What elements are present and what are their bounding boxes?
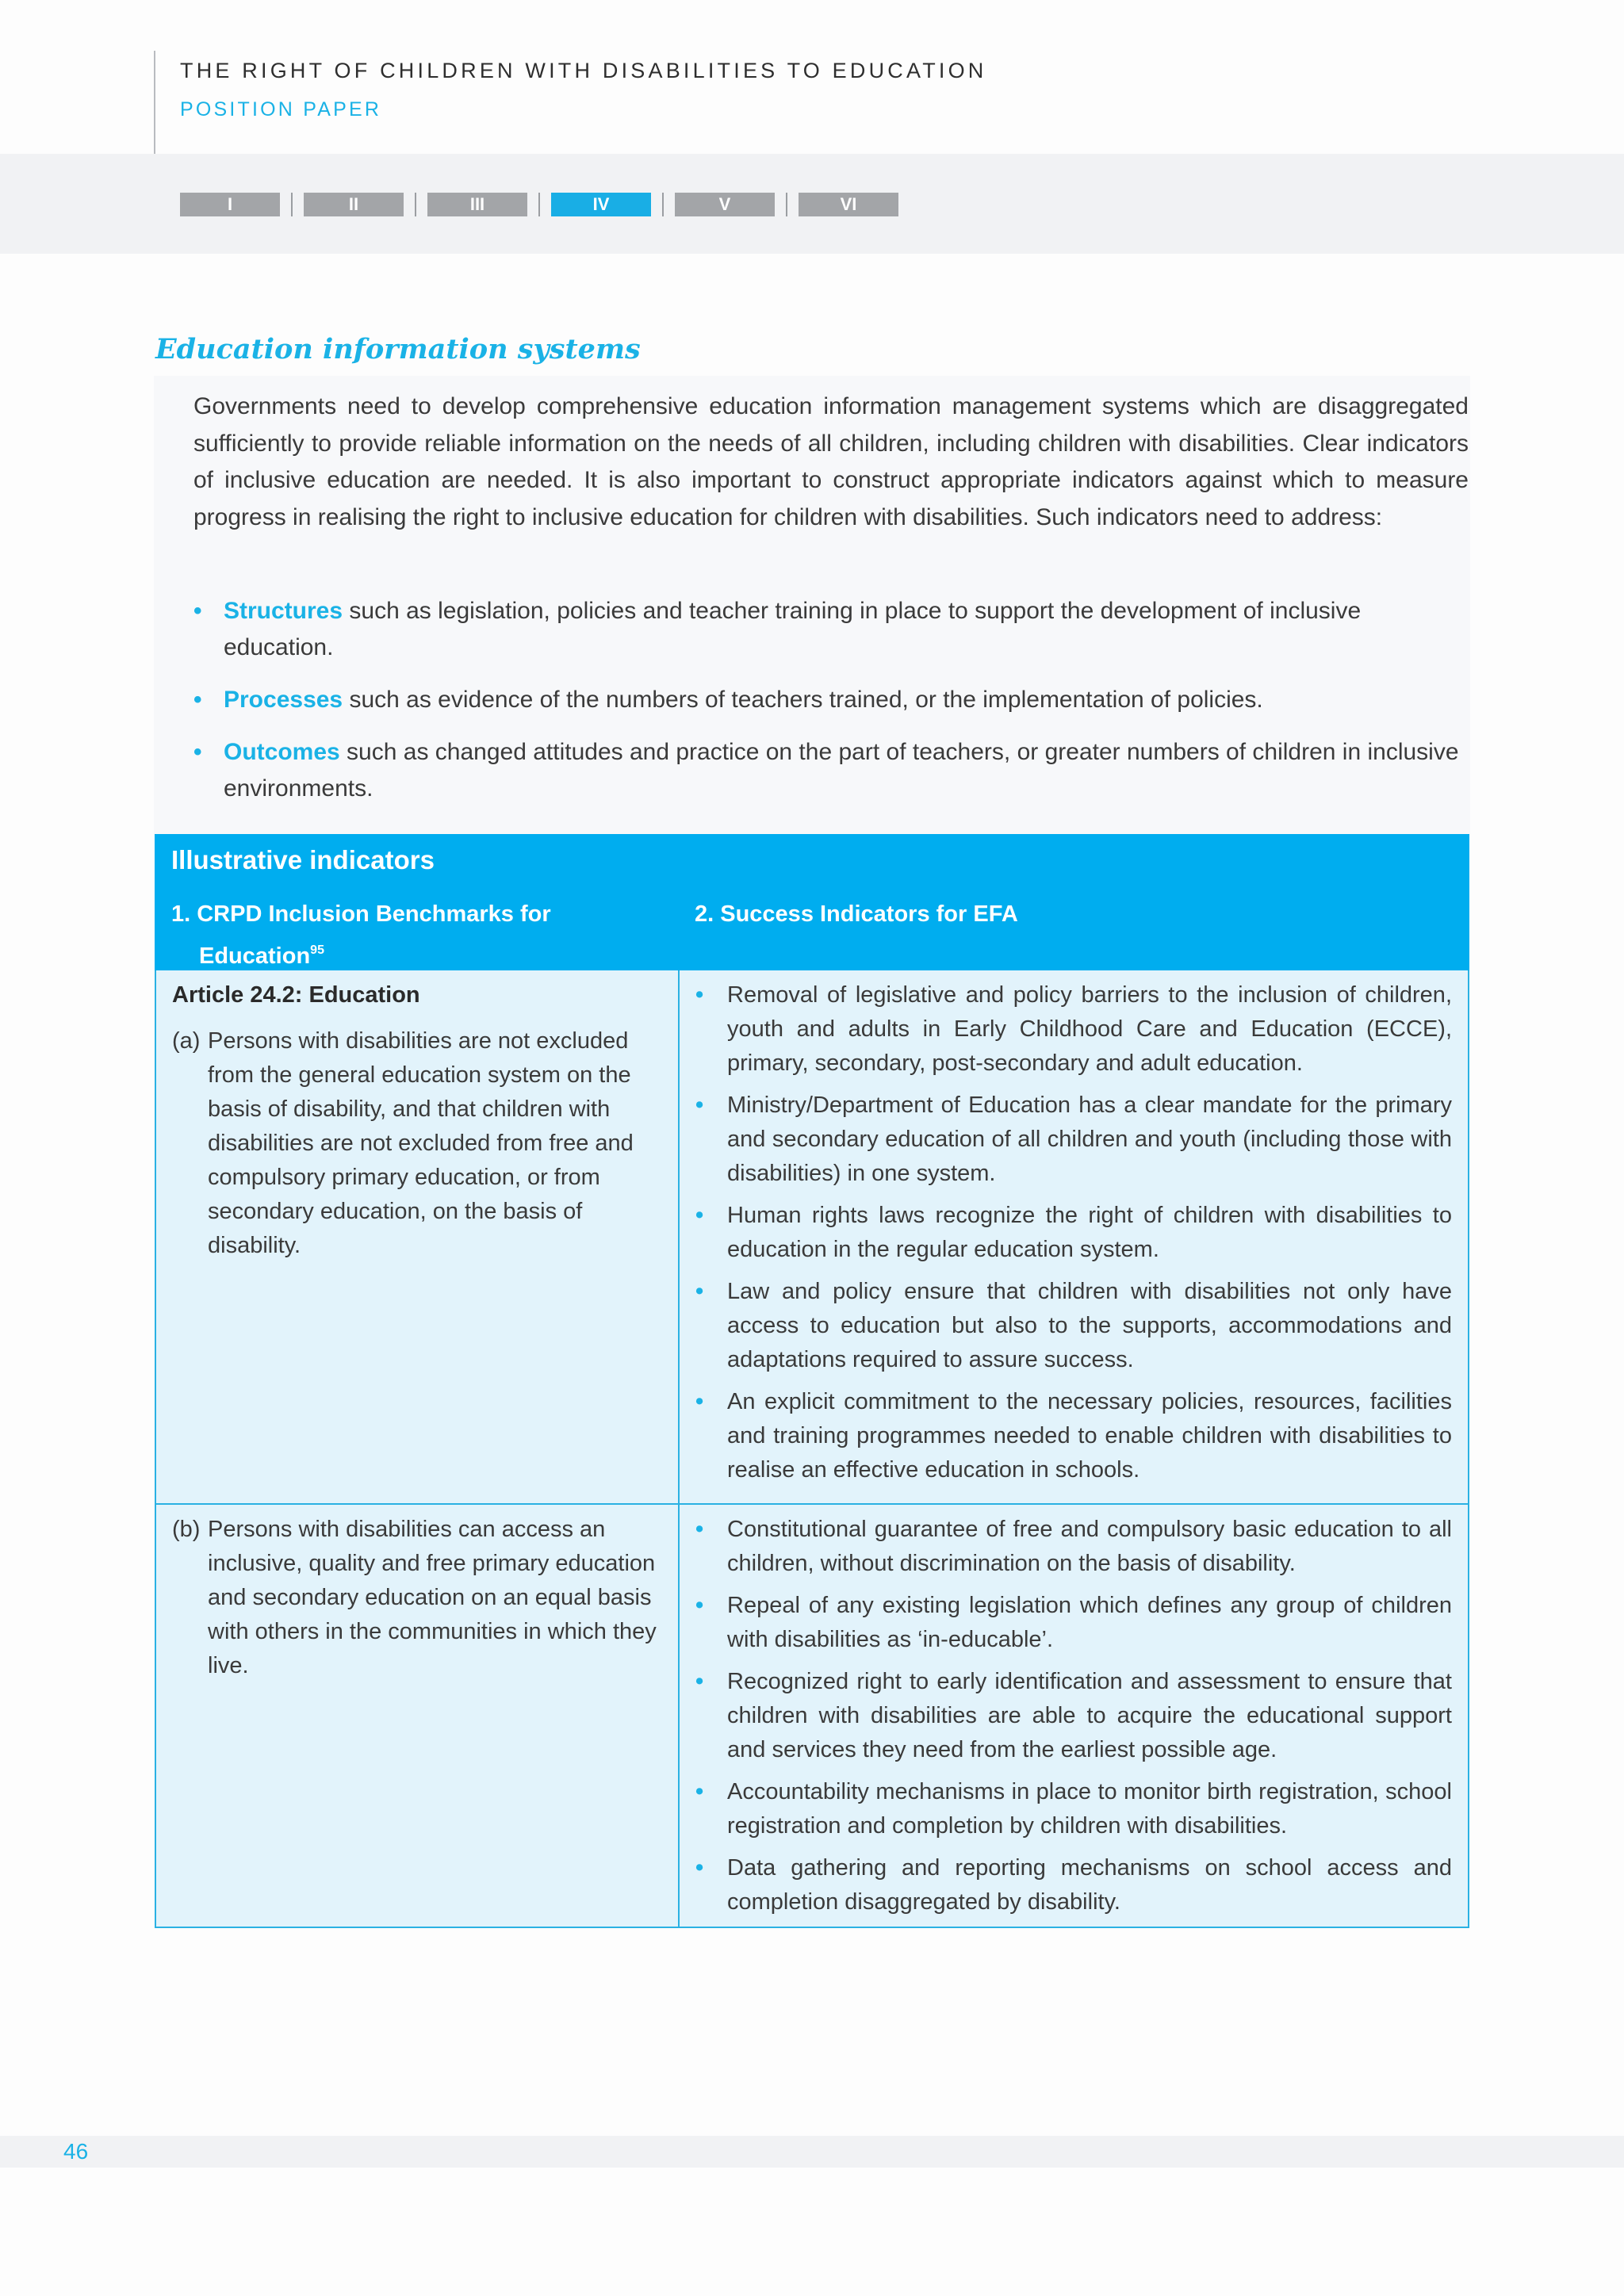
indicator-text: Constitutional guarantee of free and compulsory basic education to all children, without discrimination on the basis of disability. — [727, 1517, 1452, 1576]
article-heading: Article 24.2: Education — [172, 982, 420, 1008]
bullet-icon: • — [695, 1855, 704, 1881]
bullet-keyword: Processes — [224, 687, 343, 713]
indicator-text: Accountability mechanisms in place to monitor birth registration, school registration and completion by children with disabilities. — [727, 1779, 1452, 1839]
list-item — [695, 1775, 1452, 1843]
benchmark-cell — [156, 1505, 680, 1927]
page-number: 46 — [63, 2139, 89, 2164]
list-item — [695, 1199, 1452, 1267]
list-item — [695, 978, 1452, 1081]
indicator-list — [695, 1513, 1452, 1919]
column-heading-crpd — [171, 896, 631, 974]
footnote-marker: 95 — [310, 943, 324, 957]
column-heading-line — [171, 932, 631, 974]
tab-divider — [415, 193, 416, 216]
document-subtitle: POSITION PAPER — [180, 98, 382, 121]
table-row — [155, 1505, 1469, 1928]
bullet-icon: • — [193, 598, 202, 624]
intro-paragraph: Governments need to develop comprehensive education information management systems which are disaggregated sufficiently to provide reliable information on the needs of all children, including children with disabilities. Clear indicators of inclusive education are needed. It is also important to construct appropriate indicators against which to measure progress in realising the right to inclusive education for children with disabilities. Such indicators need to address: — [193, 393, 1469, 530]
indicator-text: An explicit commitment to the necessary policies, resources, facilities and training programmes needed to enable children with disabilities to realise an effective education in schools. — [727, 1389, 1452, 1483]
column-heading-line: 1. CRPD Inclusion Benchmarks for — [171, 901, 551, 927]
list-item — [695, 1275, 1452, 1377]
indicator-text: Ministry/Department of Education has a clear mandate for the primary and secondary education of all children and youth (including those with disabilities) in one system. — [727, 1093, 1452, 1186]
benchmark-paragraph — [172, 1513, 662, 1683]
chapter-tab-iii[interactable]: III — [427, 193, 527, 216]
paragraph-text: Persons with disabilities are not excluded from the general education system on the basis of disability, and that children with disabilities are not excluded from free and compulsory primary education, or from secondary education, on the basis of disability. — [208, 1028, 634, 1258]
tab-divider — [538, 193, 540, 216]
bullet-text: such as changed attitudes and practice on the part of teachers, or greater numbers of children in inclusive environments. — [224, 739, 1459, 802]
list-item — [193, 682, 1469, 718]
table-row — [155, 970, 1469, 1505]
bullet-text: such as legislation, policies and teacher training in place to support the development of inclusive education. — [224, 598, 1362, 660]
bullet-icon: • — [193, 739, 202, 765]
indicator-list — [695, 978, 1452, 1487]
chapter-tab-i[interactable]: I — [180, 193, 280, 216]
bullet-icon: • — [193, 687, 202, 713]
bullet-text: such as evidence of the numbers of teachers trained, or the implementation of policies. — [343, 687, 1263, 713]
column-heading-efa: 2. Success Indicators for EFA — [695, 901, 1018, 927]
bullet-icon: • — [695, 1669, 704, 1694]
tab-divider — [662, 193, 664, 216]
paragraph-label: (b) — [172, 1517, 201, 1542]
bullet-icon: • — [695, 1203, 704, 1228]
benchmark-paragraph — [172, 1024, 662, 1263]
bullet-keyword: Outcomes — [224, 739, 340, 765]
chapter-tab-v[interactable]: V — [675, 193, 775, 216]
indicator-text: Removal of legislative and policy barriers to the inclusion of children, youth and adults in Early Childhood Care and Education (ECCE), primary, secondary, post-secondary and adult education. — [727, 982, 1452, 1076]
list-item — [695, 1851, 1452, 1919]
chapter-tabs — [180, 193, 898, 216]
document-title: THE RIGHT OF CHILDREN WITH DISABILITIES TO EDUCATION — [180, 59, 987, 82]
list-item — [193, 734, 1469, 807]
paragraph-label: (a) — [172, 1028, 201, 1054]
bullet-icon: • — [695, 1093, 704, 1118]
column-heading-text: Education — [199, 943, 311, 969]
indicators-cell — [680, 1505, 1468, 1927]
indicator-text: Data gathering and reporting mechanisms on school access and completion disaggregated by disability. — [727, 1855, 1452, 1915]
list-item — [193, 593, 1469, 666]
chapter-tab-ii[interactable]: II — [304, 193, 404, 216]
indicator-text: Human rights laws recognize the right of children with disabilities to education in the regular education system. — [727, 1203, 1452, 1262]
table-header — [155, 834, 1469, 970]
indicators-table — [155, 834, 1469, 1928]
list-item — [695, 1513, 1452, 1581]
section-heading: Education information systems — [155, 333, 641, 365]
chapter-tab-iv[interactable]: IV — [551, 193, 651, 216]
indicator-text: Law and policy ensure that children with disabilities not only have access to education but also to the supports, accommodations and adaptations required to assure success. — [727, 1279, 1452, 1372]
bullet-icon: • — [695, 1779, 704, 1804]
table-title: Illustrative indicators — [171, 845, 435, 874]
paragraph-text: Persons with disabilities can access an inclusive, quality and free primary education and secondary education on an equal basis with others in the communities in which they live. — [208, 1517, 657, 1678]
bullet-icon: • — [695, 982, 704, 1008]
benchmark-cell — [156, 970, 680, 1503]
list-item — [695, 1665, 1452, 1767]
bullet-icon: • — [695, 1593, 704, 1618]
indicators-cell — [680, 970, 1468, 1503]
bullet-icon: • — [695, 1389, 704, 1414]
bullet-keyword: Structures — [224, 598, 343, 624]
chapter-tab-vi[interactable]: VI — [799, 193, 898, 216]
tab-divider — [786, 193, 787, 216]
footer-band — [0, 2136, 1624, 2168]
tab-divider — [291, 193, 293, 216]
list-item — [695, 1089, 1452, 1191]
bullet-icon: • — [695, 1279, 704, 1304]
indicator-text: Recognized right to early identification and assessment to ensure that children with disabilities are able to acquire the educational support and services they need from the earliest possible age. — [727, 1669, 1452, 1762]
list-item — [695, 1589, 1452, 1657]
indicator-text: Repeal of any existing legislation which defines any group of children with disabilities as ‘in-educable’. — [727, 1593, 1452, 1652]
indicator-types-list — [193, 593, 1469, 823]
bullet-icon: • — [695, 1517, 704, 1542]
list-item — [695, 1385, 1452, 1487]
